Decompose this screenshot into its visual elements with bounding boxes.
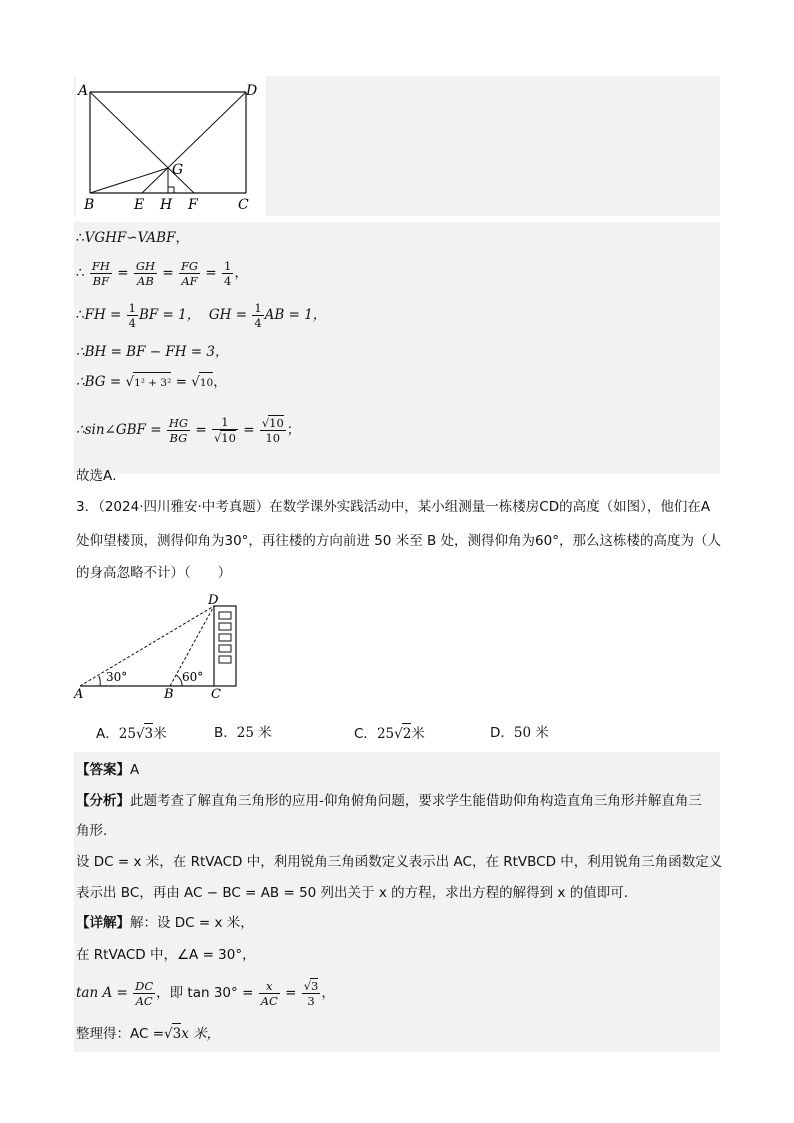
detail-line2: 在 RtVACD 中，∠A = 30°， xyxy=(76,947,256,963)
analysis-line4: 表示出 BC，再由 AC − BC = AB = 50 列出关于 x 的方程，求出方程的解得到 x 的值即可． xyxy=(76,885,638,901)
label-d2: D xyxy=(208,593,219,608)
answer-line: 【答案】A xyxy=(76,762,140,778)
option-d: D．50 米 xyxy=(490,725,549,741)
label-b: B xyxy=(84,197,95,213)
choice-line: 故选A． xyxy=(76,468,126,484)
label-e: E xyxy=(134,197,145,213)
option-c: C．25√2米 xyxy=(354,723,425,744)
label-c2: C xyxy=(211,687,221,700)
angle-60: 60° xyxy=(182,670,204,684)
label-a: A xyxy=(78,83,89,99)
label-d: D xyxy=(246,83,258,99)
sin-line: ∴sin∠GBF = $\frac{HG}{BG}$ = $\frac{1}{√10}$ = $\frac{√10}{10}$ ； xyxy=(76,415,301,445)
label-g: G xyxy=(172,162,184,178)
analysis-line2: 角形． xyxy=(76,823,117,839)
bg-line: ∴BG = √1² + 3² = √10， xyxy=(76,372,227,393)
q3-line3: 的身高忽略不计）（ ） xyxy=(76,565,232,581)
figure-rectangle xyxy=(74,76,720,216)
label-b2: B xyxy=(164,687,174,700)
rectangle-diagram xyxy=(76,76,266,216)
ratio-line: ∴ $\frac{FH}{BF}$ = $\frac{GH}{AB}$ = $\frac{FG}{AF}$ = $\frac{1}{4}$ ， xyxy=(76,258,248,288)
q3-line2: 处仰望楼顶，测得仰角为30°，再往楼的方向前进 50 米至 B 处，测得仰角为60°，那么这栋楼的高度为（人 xyxy=(76,533,721,549)
option-a: A．25√3米 xyxy=(96,723,167,744)
lengths-line: ∴FH = $\frac{1}{4}$ BF = 1， GH = $\frac{1}{4}$ AB = 1， xyxy=(76,300,327,330)
option-b: B．25 米 xyxy=(214,725,272,741)
analysis-line1: 【分析】此题考查了解直角三角形的应用-仰角俯角问题，要求学生能借助仰角构造直角三角形并解直角三 xyxy=(76,793,702,809)
building-diagram xyxy=(72,590,242,700)
label-c: C xyxy=(238,197,249,213)
detail-line4: 整理得：AC =√3x 米， xyxy=(76,1023,220,1044)
angle-30: 30° xyxy=(106,670,128,684)
bh-line: ∴BH = BF − FH = 3， xyxy=(76,344,229,360)
label-a2: A xyxy=(74,687,84,700)
q3-line1: 3．（2024·四川雅安·中考真题）在数学课外实践活动中，某小组测量一栋楼房CD的高度（如图），他们在A xyxy=(76,499,711,515)
detail-line1: 【详解】解：设 DC = x 米， xyxy=(76,915,254,931)
label-h: H xyxy=(160,197,173,213)
similar-line: ∴VGHF∽VABF， xyxy=(76,230,189,246)
label-f: F xyxy=(188,197,198,213)
detail-line3: tan A = $\frac{DC}{AC}$ ，即 tan 30° = $\frac{x}{AC}$ = $\frac{√3}{3}$ ， xyxy=(76,978,335,1008)
analysis-line3: 设 DC = x 米，在 RtVACD 中，利用锐角三角函数定义表示出 AC，在 RtVBCD 中，利用锐角三角函数定义 xyxy=(76,854,723,870)
